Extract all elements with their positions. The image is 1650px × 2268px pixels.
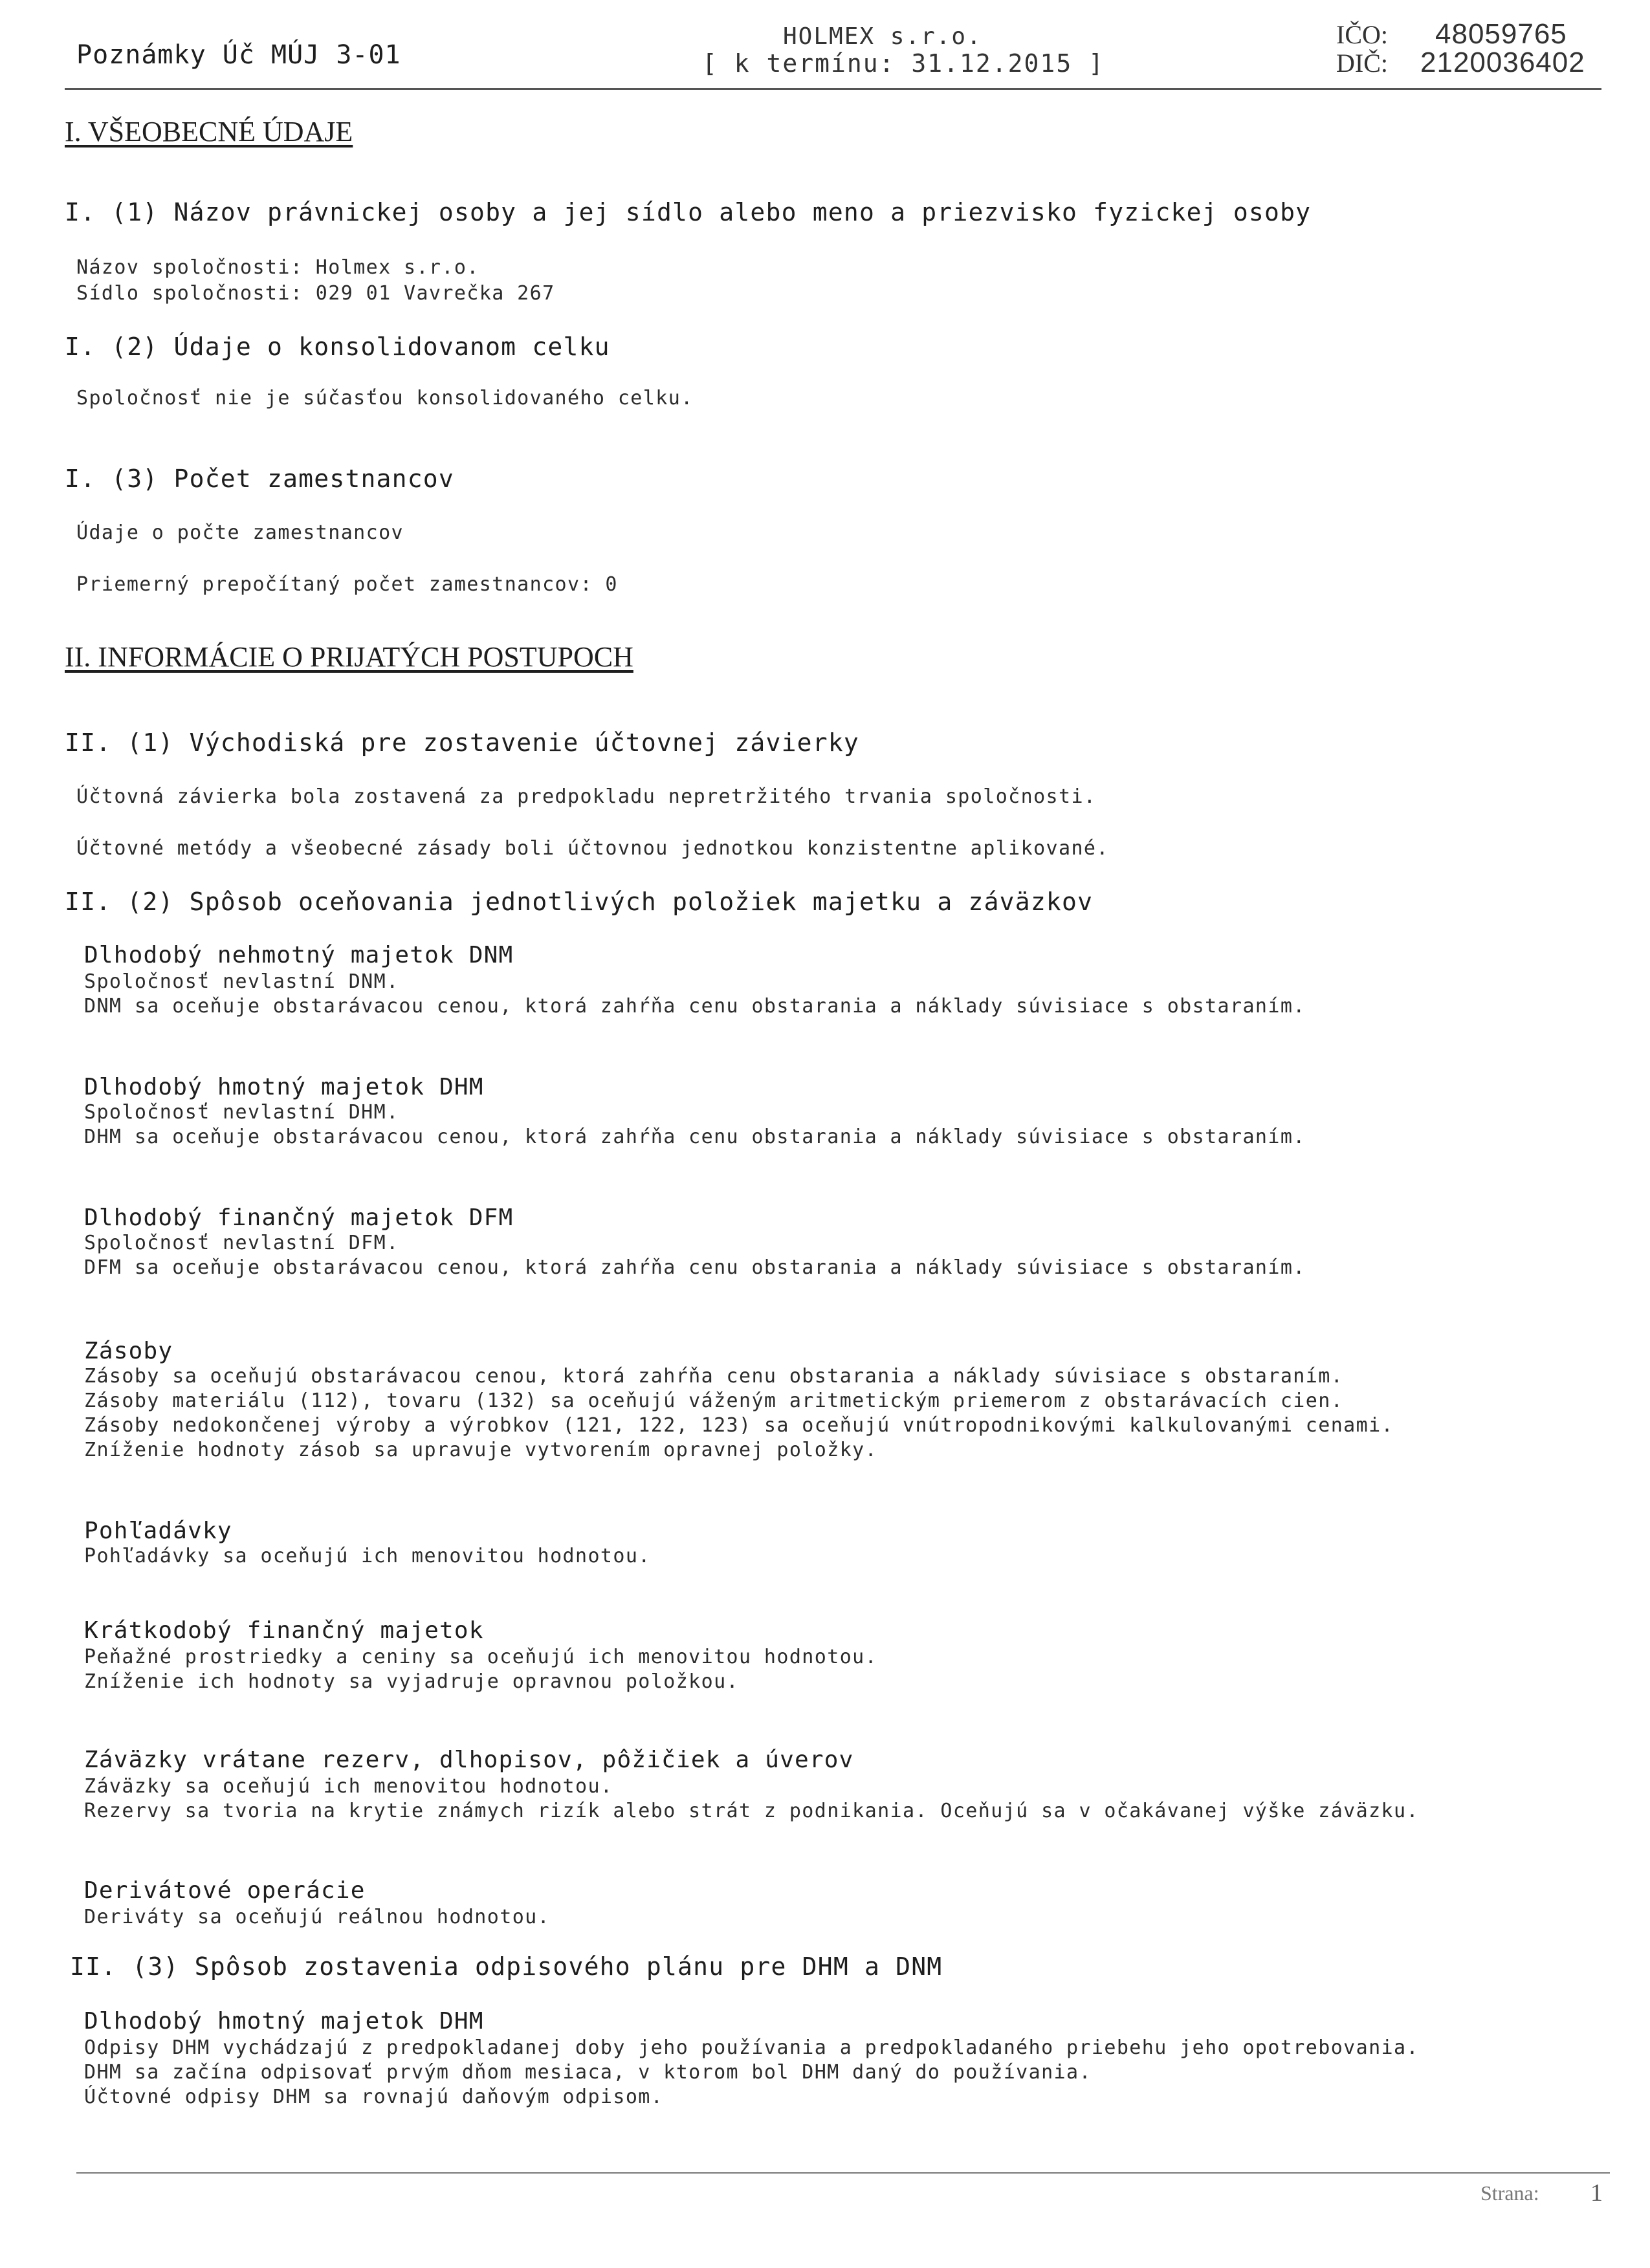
item-line: Zníženie hodnoty zásob sa upravuje vytvorením opravnej položky. — [84, 1439, 878, 1461]
subsection-title: II. (3) Spôsob zostavenia odpisového plánu pre DHM a DNM — [70, 1952, 943, 1981]
employees-count: Priemerný prepočítaný počet zamestnancov: 0 — [76, 573, 618, 596]
page-number: 1 — [1590, 2179, 1603, 2207]
item-line: Spoločnosť nevlastní DFM. — [84, 1232, 399, 1254]
footer-divider — [76, 2172, 1610, 2174]
reporting-term: [ k termínu: 31.12.2015 ] — [702, 49, 1105, 78]
dic-value: 2120036402 — [1420, 47, 1585, 78]
text-line: Účtovná závierka bola zostavená za predpokladu nepretržitého trvania spoločnosti. — [76, 785, 1097, 808]
item-line: Záväzky sa oceňujú ich menovitou hodnotou. — [84, 1775, 613, 1798]
subsection-title: II. (2) Spôsob oceňovania jednotlivých položiek majetku a záväzkov — [65, 888, 1094, 916]
item-line: Zníženie ich hodnoty sa vyjadruje opravnou položkou. — [84, 1670, 739, 1693]
item-line: Peňažné prostriedky a ceniny sa oceňujú ich menovitou hodnotou. — [84, 1646, 878, 1668]
item-line: Účtovné odpisy DHM sa rovnajú daňovým odpisom. — [84, 2086, 664, 2108]
dic-label: DIČ: — [1336, 49, 1388, 78]
company-name-line: Názov spoločnosti: Holmex s.r.o. — [76, 256, 479, 279]
header-divider — [65, 88, 1601, 90]
text-line: Účtovné metódy a všeobecné zásady boli účtovnou jednotkou konzistentne aplikované. — [76, 837, 1109, 860]
ico-value: 48059765 — [1435, 18, 1567, 50]
subsection-title: I. (2) Údaje o konsolidovanom celku — [65, 333, 610, 361]
item-line: DFM sa oceňuje obstarávacou cenou, ktorá zahŕňa cenu obstarania a náklady súvisiace s obstaraním. — [84, 1256, 1306, 1279]
item-title: Dlhodobý nehmotný majetok DNM — [84, 942, 514, 968]
company-name: HOLMEX s.r.o. — [783, 23, 982, 50]
item-line: DNM sa oceňuje obstarávacou cenou, ktorá zahŕňa cenu obstarania a náklady súvisiace s obstaraním. — [84, 995, 1306, 1018]
section-title-procedures: II. INFORMÁCIE O PRIJATÝCH POSTUPOCH — [65, 641, 633, 673]
item-line: Zásoby nedokončenej výroby a výrobkov (121, 122, 123) sa oceňujú vnútropodnikovými kalkulovanými cenami. — [84, 1414, 1394, 1437]
section-title-general: I. VŠEOBECNÉ ÚDAJE — [65, 116, 353, 147]
item-title: Dlhodobý finančný majetok DFM — [84, 1205, 514, 1231]
item-line: Odpisy DHM vychádzajú z predpokladanej doby jeho používania a predpokladaného priebehu jeho opotrebovania. — [84, 2036, 1419, 2059]
subsection-title: II. (1) Východiská pre zostavenie účtovnej závierky — [65, 728, 859, 757]
document-title: Poznámky Úč MÚJ 3-01 — [76, 40, 401, 70]
item-title: Pohľadávky — [84, 1518, 232, 1544]
item-line: Zásoby sa oceňujú obstarávacou cenou, ktorá zahŕňa cenu obstarania a náklady súvisiace s obstaraním. — [84, 1365, 1344, 1388]
item-title: Dlhodobý hmotný majetok DHM — [84, 2008, 484, 2034]
item-line: DHM sa začína odpisovať prvým dňom mesiaca, v ktorom bol DHM daný do používania. — [84, 2061, 1092, 2084]
ico-label: IČO: — [1336, 20, 1388, 49]
item-title: Dlhodobý hmotný majetok DHM — [84, 1074, 484, 1100]
item-line: Deriváty sa oceňujú reálnou hodnotou. — [84, 1906, 551, 1928]
item-title: Záväzky vrátane rezerv, dlhopisov, pôžičiek a úverov — [84, 1747, 854, 1773]
subsection-title: I. (1) Názov právnickej osoby a jej sídlo alebo meno a priezvisko fyzickej osoby — [65, 198, 1312, 226]
item-line: DHM sa oceňuje obstarávacou cenou, ktorá zahŕňa cenu obstarania a náklady súvisiace s obstaraním. — [84, 1126, 1306, 1148]
company-seat-line: Sídlo spoločnosti: 029 01 Vavrečka 267 — [76, 282, 555, 305]
item-title: Derivátové operácie — [84, 1877, 366, 1904]
item-title: Zásoby — [84, 1338, 173, 1364]
item-line: Zásoby materiálu (112), tovaru (132) sa oceňujú váženým aritmetickým priemerom z obstarávacích cien. — [84, 1390, 1344, 1412]
subsection-title: I. (3) Počet zamestnancov — [65, 464, 454, 493]
item-line: Spoločnosť nevlastní DHM. — [84, 1101, 399, 1124]
item-line: Rezervy sa tvoria na krytie známych rizík alebo strát z podnikania. Oceňujú sa v očakávanej výške záväzku. — [84, 1800, 1419, 1822]
page-label: Strana: — [1480, 2181, 1539, 2205]
consolidation-line: Spoločnosť nie je súčasťou konsolidovaného celku. — [76, 387, 694, 409]
item-title: Krátkodobý finančný majetok — [84, 1617, 484, 1644]
employees-heading: Údaje o počte zamestnancov — [76, 521, 404, 544]
item-line: Pohľadávky sa oceňujú ich menovitou hodnotou. — [84, 1545, 651, 1567]
item-line: Spoločnosť nevlastní DNM. — [84, 970, 399, 993]
